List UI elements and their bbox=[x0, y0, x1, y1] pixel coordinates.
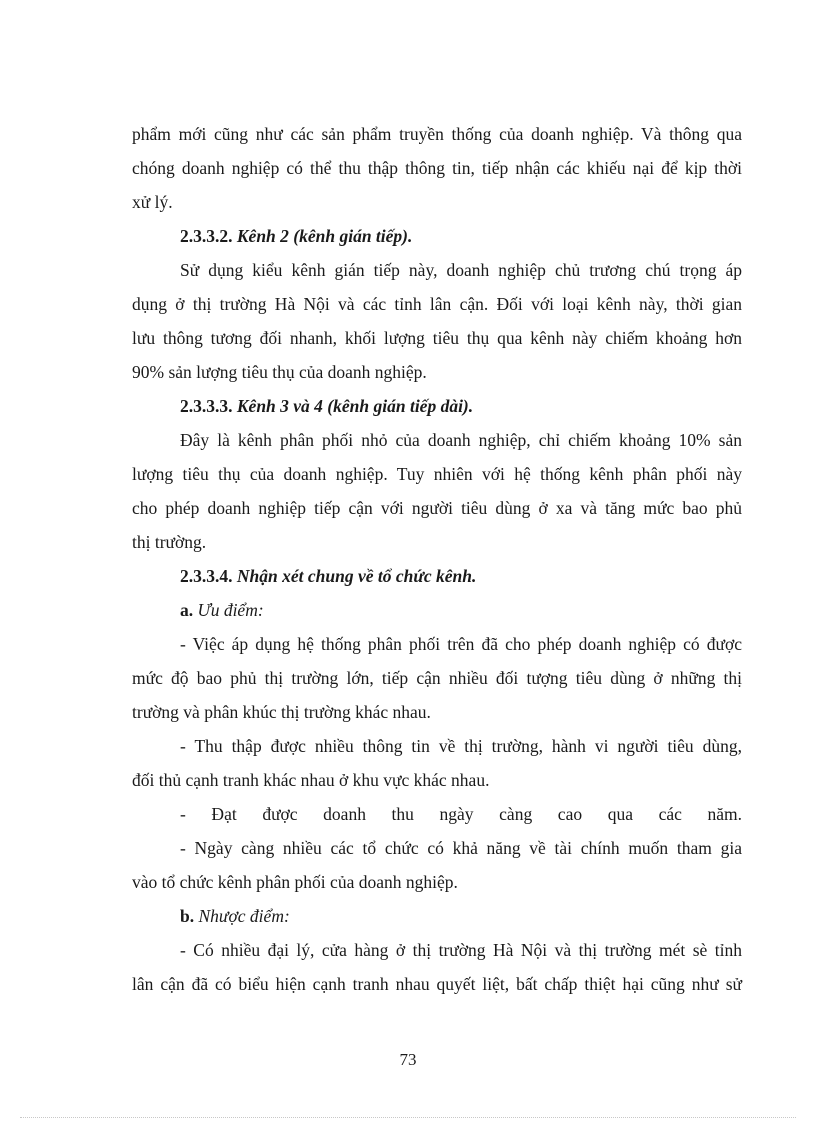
section-heading bbox=[132, 389, 742, 423]
text-line: dụng ở thị trường Hà Nội và các tỉnh lân cận. Đối với loại kênh này, thời gian bbox=[132, 294, 742, 314]
page-number: 73 bbox=[399, 1050, 417, 1069]
text-line: cho phép doanh nghiệp tiếp cận với người tiêu dùng ở xa và tăng mức bao phủ bbox=[132, 498, 742, 518]
text-line: mức độ bao phủ thị trường lớn, tiếp cận nhiều đối tượng tiêu dùng ở những thị bbox=[132, 668, 742, 688]
subsection-heading bbox=[132, 593, 742, 627]
heading-number: 2.3.3.2. bbox=[180, 226, 233, 246]
text-line: lưu thông tương đối nhanh, khối lượng tiêu thụ qua kênh này chiếm khoảng hơn bbox=[132, 328, 742, 348]
text-line: - Việc áp dụng hệ thống phân phối trên đã cho phép doanh nghiệp có được bbox=[180, 634, 742, 654]
text-line: Sử dụng kiểu kênh gián tiếp này, doanh nghiệp chủ trương chú trọng áp bbox=[180, 260, 742, 280]
text-line: 90% sản lượng tiêu thụ của doanh nghiệp. bbox=[132, 362, 427, 382]
heading-title: Kênh 2 (kênh gián tiếp). bbox=[236, 226, 413, 246]
subsection-title: Nhược điểm: bbox=[198, 906, 290, 926]
text-line: - Đạt được doanh thu ngày càng cao qua các năm. bbox=[180, 804, 742, 824]
text-line: lượng tiêu thụ của doanh nghiệp. Tuy nhiên với hệ thống kênh phân phối này bbox=[132, 464, 742, 484]
section-heading bbox=[132, 219, 742, 253]
text-line: - Thu thập được nhiều thông tin về thị trường, hành vi người tiêu dùng, bbox=[180, 736, 742, 756]
text-line: trường và phân khúc thị trường khác nhau. bbox=[132, 702, 431, 722]
page-bottom-border bbox=[20, 1117, 796, 1118]
heading-number: 2.3.3.4. bbox=[180, 566, 233, 586]
text-line: vào tổ chức kênh phân phối của doanh nghiệp. bbox=[132, 872, 458, 892]
section-heading bbox=[132, 559, 742, 593]
text-line: xử lý. bbox=[132, 192, 173, 212]
heading-title: Nhận xét chung về tổ chức kênh. bbox=[236, 566, 477, 586]
text-line: phẩm mới cũng như các sản phẩm truyền thống của doanh nghiệp. Và thông qua bbox=[132, 124, 742, 144]
text-line: - Có nhiều đại lý, cửa hàng ở thị trường Hà Nội và thị trường mét sè tỉnh bbox=[180, 940, 742, 960]
subsection-heading bbox=[132, 899, 742, 933]
heading-number: 2.3.3.3. bbox=[180, 396, 233, 416]
text-line: đối thủ cạnh tranh khác nhau ở khu vực khác nhau. bbox=[132, 770, 490, 790]
subsection-letter: b. bbox=[180, 906, 195, 926]
text-line: - Ngày càng nhiều các tổ chức có khả năng về tài chính muốn tham gia bbox=[180, 838, 742, 858]
text-line: chóng doanh nghiệp có thể thu thập thông tin, tiếp nhận các khiếu nại để kịp thời bbox=[132, 158, 742, 178]
text-line: thị trường. bbox=[132, 532, 207, 552]
body-text bbox=[132, 117, 742, 1001]
text-line: lân cận đã có biểu hiện cạnh tranh nhau quyết liệt, bất chấp thiệt hại cũng như sử bbox=[132, 974, 742, 994]
subsection-letter: a. bbox=[180, 600, 194, 620]
heading-title: Kênh 3 và 4 (kênh gián tiếp dài). bbox=[236, 396, 474, 416]
subsection-title: Ưu điểm: bbox=[197, 600, 264, 620]
text-line: Đây là kênh phân phối nhỏ của doanh nghiệp, chỉ chiếm khoảng 10% sản bbox=[180, 430, 742, 450]
